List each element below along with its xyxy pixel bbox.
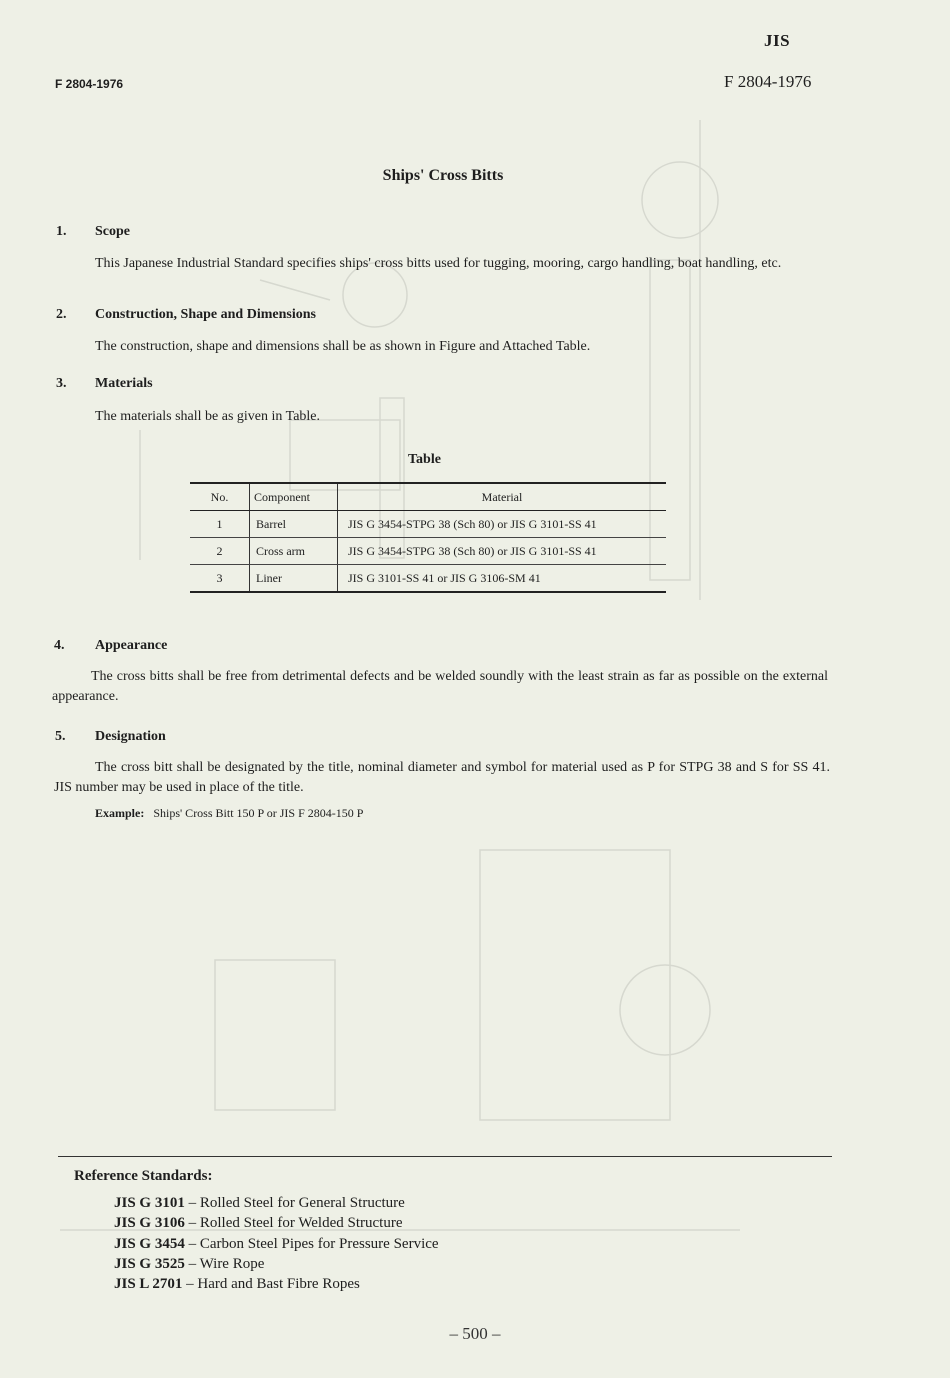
row-component: Liner	[250, 565, 338, 593]
section-5-text: The cross bitt shall be designated by the title, nominal diameter and symbol for material used as P for STPG 38 and S for SS 41. JIS number may be used in place of the title.	[54, 760, 830, 795]
row-material: JIS G 3454-STPG 38 (Sch 80) or JIS G 3101-SS 41	[338, 511, 667, 538]
standard-code-right: F 2804-1976	[724, 72, 812, 91]
reference-standards-title: Reference Standards:	[74, 1168, 213, 1184]
table-row	[190, 538, 666, 565]
section-1-number: 1.	[56, 224, 67, 239]
footnote-divider	[58, 1156, 832, 1157]
reference-code: JIS G 3101	[114, 1195, 185, 1211]
reference-code: JIS L 2701	[114, 1276, 183, 1293]
page-number: – 500 –	[449, 1324, 501, 1343]
reference-desc: – Rolled Steel for Welded Structure	[188, 1215, 403, 1232]
designation-example	[95, 806, 363, 821]
reference-code: JIS G 3454	[114, 1235, 185, 1252]
row-material: JIS G 3101-SS 41 or JIS G 3106-SM 41	[338, 565, 667, 593]
reference-standards-list	[114, 1193, 439, 1294]
section-3-text: The materials shall be as given in Table.	[95, 409, 321, 424]
row-no: 1	[190, 511, 250, 538]
list-item	[114, 1213, 439, 1233]
header-component: Component	[250, 483, 338, 511]
reference-desc: – Wire Rope	[188, 1255, 265, 1272]
reference-code: JIS G 3525	[114, 1255, 185, 1272]
section-5-number: 5.	[55, 729, 66, 744]
section-4-title: Appearance	[95, 638, 168, 653]
table-row	[190, 565, 666, 593]
row-component: Cross arm	[250, 538, 338, 565]
section-4-text: The cross bitts shall be free from detrimental defects and be welded soundly with the least strain as far as possible on the external appearance.	[52, 669, 828, 704]
section-3-title: Materials	[95, 376, 153, 391]
section-1-text: This Japanese Industrial Standard specifies ships' cross bitts used for tugging, mooring, cargo handling, boat handling, etc.	[95, 256, 782, 271]
section-4-number: 4.	[54, 638, 65, 653]
header-material: Material	[338, 483, 667, 511]
section-1-title: Scope	[95, 224, 130, 239]
row-material: JIS G 3454-STPG 38 (Sch 80) or JIS G 3101-SS 41	[338, 538, 667, 565]
reference-desc: – Hard and Bast Fibre Ropes	[186, 1276, 360, 1293]
section-5-title: Designation	[95, 729, 166, 744]
section-2-number: 2.	[56, 307, 67, 322]
reference-desc: – Carbon Steel Pipes for Pressure Service	[188, 1235, 439, 1252]
table-title: Table	[408, 452, 441, 467]
table-row	[190, 511, 666, 538]
list-item	[114, 1193, 439, 1213]
materials-table	[190, 482, 666, 593]
row-no: 2	[190, 538, 250, 565]
list-item	[114, 1274, 439, 1294]
reference-code: JIS G 3106	[114, 1215, 185, 1232]
standard-code-left: F 2804-1976	[55, 77, 124, 91]
jis-mark: JIS	[764, 31, 791, 50]
document-title: Ships' Cross Bitts	[382, 167, 504, 184]
section-2-text: The construction, shape and dimensions shall be as shown in Figure and Attached Table.	[95, 339, 591, 354]
row-no: 3	[190, 565, 250, 593]
list-item	[114, 1254, 439, 1274]
list-item	[114, 1234, 439, 1254]
section-3-number: 3.	[56, 376, 67, 391]
header-no: No.	[190, 483, 250, 511]
table-header-row	[190, 483, 666, 511]
row-component: Barrel	[250, 511, 338, 538]
section-2-title: Construction, Shape and Dimensions	[95, 307, 316, 322]
reference-desc: – Rolled Steel for General Structure	[188, 1195, 405, 1211]
example-text: Ships' Cross Bitt 150 P or JIS F 2804-150 P	[153, 806, 364, 820]
example-label: Example:	[95, 806, 145, 820]
